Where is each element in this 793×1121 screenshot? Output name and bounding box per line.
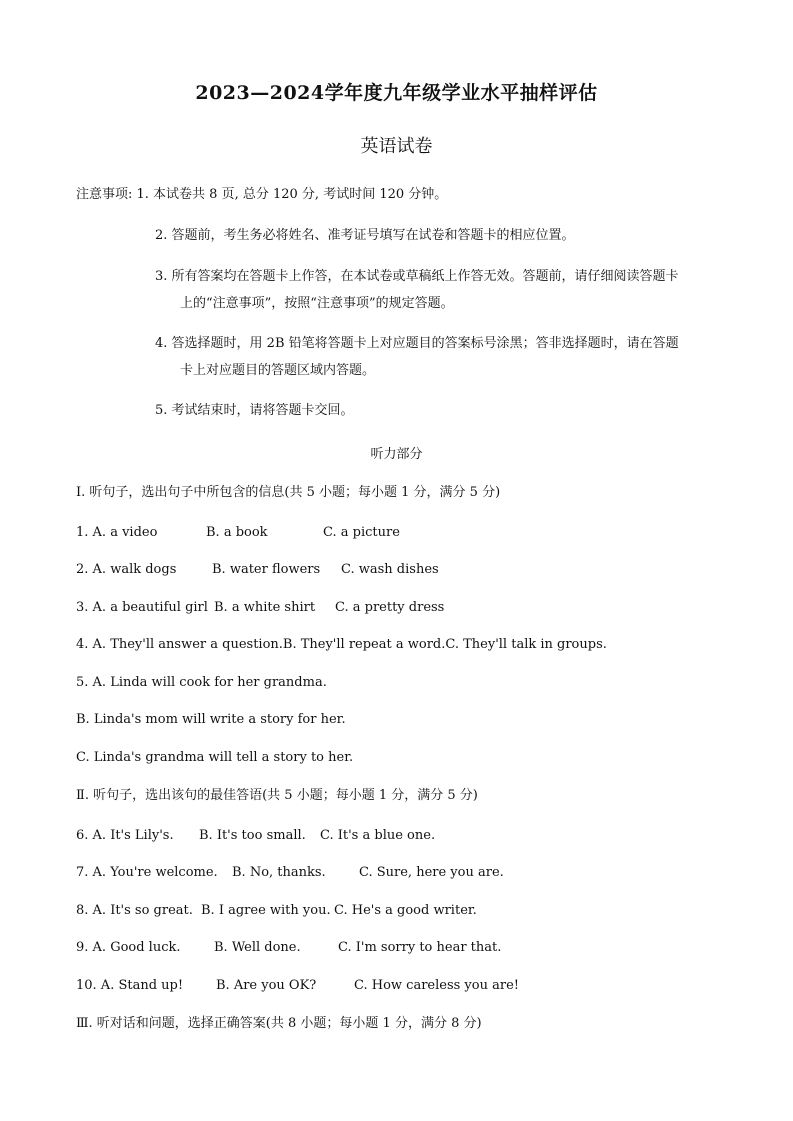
q6-option-b: B. It's too small. [199, 828, 306, 843]
listening-section-title: 听力部分 [370, 447, 423, 462]
q5-option-a: 5. A. Linda will cook for her grandma. [76, 675, 327, 690]
q2-option-c: C. wash dishes [341, 562, 439, 577]
q9-option-a: 9. A. Good luck. [76, 940, 181, 955]
q3-option-c: C. a pretty dress [335, 600, 445, 615]
notes-item-3: 3. 所有答案均在答题卡上作答，在本试卷或草稿纸上作答无效。答题前，请仔细阅读答题卡 [155, 269, 679, 284]
q3-option-a: 3. A. a beautiful girl [76, 600, 208, 615]
q1-option-b: B. a book [206, 525, 268, 540]
notes-item-3-cont: 上的“注意事项”，按照“注意事项”的规定答题。 [180, 296, 454, 311]
q9-option-b: B. Well done. [214, 940, 301, 955]
section-1-heading: Ⅰ. 听句子，选出句子中所包含的信息(共 5 小题；每小题 1 分，满分 5 分) [76, 485, 501, 500]
notes-item-5: 5. 考试结束时，请将答题卡交回。 [155, 403, 354, 418]
section-3-heading: Ⅲ. 听对话和问题，选择正确答案(共 8 小题；每小题 1 分，满分 8 分) [76, 1016, 482, 1031]
q6-option-a: 6. A. It's Lily's. [76, 828, 174, 843]
q10-option-b: B. Are you OK? [216, 978, 317, 993]
q7-option-b: B. No, thanks. [232, 865, 326, 880]
q10-option-c: C. How careless you are! [354, 978, 519, 993]
q5-option-b: B. Linda's mom will write a story for her. [76, 712, 346, 727]
q2-option-a: 2. A. walk dogs [76, 562, 177, 577]
q8-option-b: B. I agree with you. [201, 903, 331, 918]
q1-option-a: 1. A. a video [76, 525, 158, 540]
exam-title: 2023—2024学年度九年级学业水平抽样评估 [195, 82, 598, 104]
q9-option-c: C. I'm sorry to hear that. [338, 940, 502, 955]
q7-option-c: C. Sure, here you are. [359, 865, 504, 880]
q2-option-b: B. water flowers [212, 562, 321, 577]
q6-option-c: C. It's a blue one. [320, 828, 436, 843]
notes-item-2: 2. 答题前，考生务必将姓名、准考证号填写在试卷和答题卡的相应位置。 [155, 228, 575, 243]
q7-option-a: 7. A. You're welcome. [76, 865, 218, 880]
q1-option-c: C. a picture [323, 525, 400, 540]
exam-subtitle: 英语试卷 [360, 136, 433, 157]
q5-option-c: C. Linda's grandma will tell a story to her. [76, 750, 354, 765]
q8-option-a: 8. A. It's so great. [76, 903, 193, 918]
notes-item-4-cont: 卡上对应题目的答题区域内答题。 [180, 363, 376, 378]
q8-option-c: C. He's a good writer. [334, 903, 477, 918]
section-2-heading: Ⅱ. 听句子，选出该句的最佳答语(共 5 小题；每小题 1 分，满分 5 分) [76, 788, 478, 803]
q10-option-a: 10. A. Stand up! [76, 978, 184, 993]
q4-options: 4. A. They'll answer a question.B. They'll repeat a word.C. They'll talk in groups. [76, 637, 607, 652]
notes-item-4: 4. 答选择题时，用 2B 铅笔将答题卡上对应题目的答案标号涂黑；答非选择题时，请在答题 [155, 336, 679, 351]
q3-option-b: B. a white shirt [214, 600, 316, 615]
notes-item-1: 注意事项: 1. 本试卷共 8 页, 总分 120 分, 考试时间 120 分钟。 [76, 187, 448, 202]
